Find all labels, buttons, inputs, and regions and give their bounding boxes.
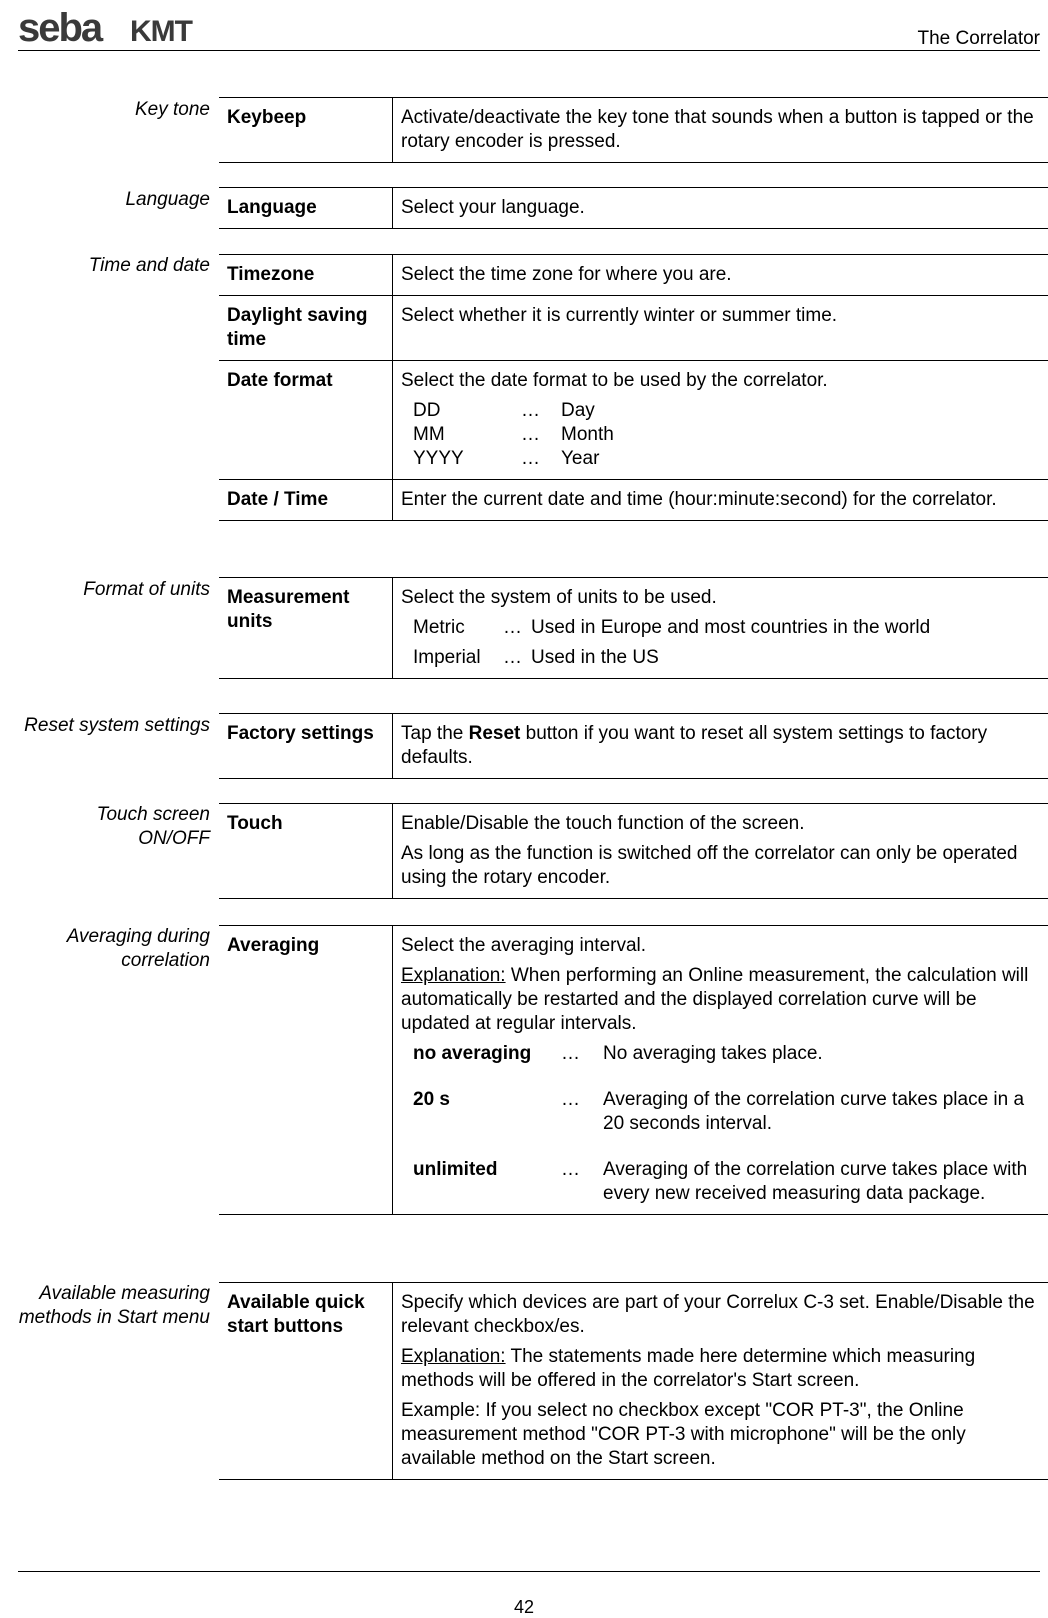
list-item-sep: … [503, 617, 522, 638]
list-item-key: Metric [413, 617, 465, 638]
reset-table [219, 713, 1048, 779]
side-label-format-of-units: Format of units [83, 579, 210, 600]
desc-averaging: Select the averaging interval. [401, 935, 647, 956]
term-daylight-saving: Daylight saving time [219, 296, 393, 361]
table-row [219, 1283, 1048, 1480]
side-label-line: Touch screen [96, 804, 210, 825]
list-item-value: Day [561, 400, 595, 421]
quick-start-explanation [401, 1345, 1042, 1393]
side-label-line: methods in Start menu [18, 1307, 210, 1328]
explanation-label: Explanation: [401, 1346, 506, 1367]
term-factory-settings: Factory settings [219, 714, 393, 779]
table-row [219, 578, 1048, 679]
footer-divider [18, 1571, 1040, 1572]
side-label-touch-screen [97, 803, 210, 851]
list-item-key: 20 s [413, 1089, 450, 1110]
table-row [219, 480, 1048, 521]
units-list [401, 616, 1042, 670]
averaging-table [219, 925, 1048, 1215]
list-item-sep: … [503, 647, 522, 668]
list-item-value: No averaging takes place. [603, 1043, 823, 1064]
side-label-averaging [67, 925, 210, 973]
side-label-key-tone: Key tone [135, 99, 210, 120]
list-item-key: Imperial [413, 647, 481, 668]
side-label-time-and-date: Time and date [88, 255, 210, 276]
list-item-sep: … [561, 1089, 580, 1110]
term-timezone: Timezone [219, 255, 393, 296]
sebakmt-logo [18, 8, 238, 48]
side-label-line: ON/OFF [138, 828, 210, 849]
list-item-value: Used in the US [531, 647, 659, 668]
side-label-available-measuring [19, 1282, 210, 1330]
list-item-sep: … [521, 424, 540, 445]
svg-text:KMT: KMT [130, 15, 192, 48]
list-item-key: YYYY [413, 448, 464, 469]
table-row [219, 255, 1048, 296]
desc-date-format: Select the date format to be used by the correlator. [401, 370, 828, 391]
term-date-format: Date format [219, 361, 393, 480]
list-item-value: Month [561, 424, 614, 445]
page-number: 42 [513, 1597, 535, 1617]
list-item-value: Used in Europe and most countries in the world [531, 617, 931, 638]
svg-text:seba: seba [18, 8, 102, 48]
desc-text: button if you want to reset all system settings to factory defaults. [401, 723, 988, 768]
explanation-text: The statements made here determine which measuring methods will be offered in the correlator's Start screen. [401, 1346, 976, 1391]
list-item-value: Averaging of the correlation curve takes place in a 20 seconds interval. [603, 1089, 1025, 1134]
side-label-line: Available measuring [39, 1283, 210, 1304]
desc-touch-1: Enable/Disable the touch function of the screen. [401, 813, 805, 834]
date-format-list [401, 399, 1042, 471]
desc-touch-2: As long as the function is switched off the correlator can only be operated using the rotary encoder. [401, 843, 1018, 888]
list-item-sep: … [521, 400, 540, 421]
desc-timezone: Select the time zone for where you are. [401, 264, 732, 285]
desc-keybeep: Activate/deactivate the key tone that sounds when a button is tapped or the rotary encoder is pressed. [401, 107, 1034, 152]
desc-text: Tap the [401, 723, 469, 744]
term-language: Language [219, 188, 393, 229]
term-averaging: Averaging [219, 926, 393, 1215]
side-label-language: Language [125, 189, 210, 210]
touch-table [219, 803, 1048, 899]
list-item-key: MM [413, 424, 445, 445]
side-label-reset-system-settings: Reset system settings [24, 715, 210, 736]
side-label-line: Averaging during [66, 926, 210, 947]
desc-daylight-saving: Select whether it is currently winter or summer time. [401, 305, 838, 326]
desc-measurement-units: Select the system of units to be used. [401, 587, 717, 608]
term-date-time: Date / Time [219, 480, 393, 521]
term-touch: Touch [219, 804, 393, 899]
list-item-key: no averaging [413, 1043, 532, 1064]
explanation-text: When performing an Online measurement, the calculation will automatically be restarted and the displayed correlation curve will be updated at regular intervals. [401, 965, 1029, 1034]
desc-date-time: Enter the current date and time (hour:minute:second) for the correlator. [401, 489, 997, 510]
list-item-sep: … [561, 1043, 580, 1064]
table-row [219, 98, 1048, 163]
timedate-table [219, 254, 1048, 521]
averaging-explanation [401, 964, 1042, 1036]
term-measurement-units: Measurement units [219, 578, 393, 679]
list-item-key: unlimited [413, 1159, 498, 1180]
language-table [219, 187, 1048, 229]
term-quick-start: Available quick start buttons [219, 1283, 393, 1480]
table-row [219, 804, 1048, 899]
desc-language: Select your language. [401, 197, 585, 218]
header-divider [18, 50, 1040, 51]
list-item-key: DD [413, 400, 441, 421]
list-item-value: Year [561, 448, 600, 469]
table-row [219, 714, 1048, 779]
units-table [219, 577, 1048, 679]
list-item-value: Averaging of the correlation curve takes place with every new received measuring data package. [603, 1159, 1028, 1204]
table-row [219, 188, 1048, 229]
keytone-table [219, 97, 1048, 163]
reset-keyword: Reset [468, 723, 521, 744]
side-label-line: correlation [121, 950, 210, 971]
averaging-list [401, 1042, 1042, 1206]
table-row [219, 361, 1048, 480]
list-item-sep: … [561, 1159, 580, 1180]
desc-factory-settings [393, 714, 1048, 779]
table-row [219, 926, 1048, 1215]
explanation-label: Explanation: [401, 965, 506, 986]
desc-quick-start: Specify which devices are part of your Correlux C-3 set. Enable/Disable the relevant checkbox/es. [401, 1292, 1035, 1337]
table-row [219, 296, 1048, 361]
list-item-sep: … [521, 448, 540, 469]
quickstart-table [219, 1282, 1048, 1480]
header-title: The Correlator [917, 28, 1040, 49]
term-keybeep: Keybeep [219, 98, 393, 163]
quick-start-example: Example: If you select no checkbox except "COR PT-3", the Online measurement method "COR PT-3 with microphone" will be the only available method on the Start screen. [401, 1400, 966, 1469]
